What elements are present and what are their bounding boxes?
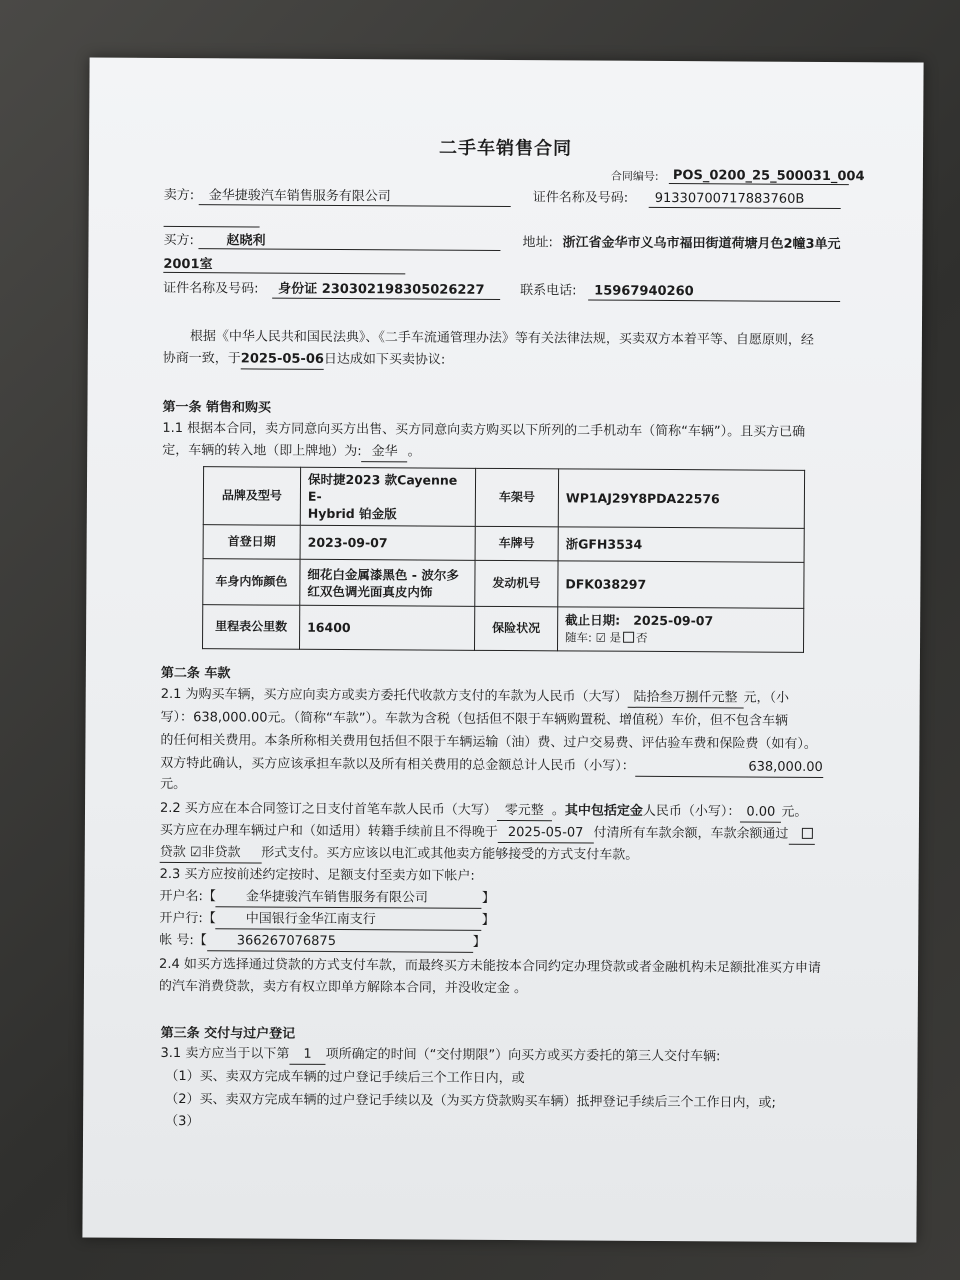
account-number: 366267076875 — [207, 932, 473, 953]
seller-id-label: 证件名称及号码: — [532, 190, 629, 206]
brand-value: 保时捷2023 款Cayenne E- Hybrid 铂金版 — [300, 467, 475, 526]
bank-label: 开户行: — [159, 910, 203, 927]
art2-p1-d: 。（简称“车款”）。车款为含税（包括但不限于车辆购置税、增值税）车价，但不包含车辆 — [280, 710, 789, 729]
buyer-name: 赵晓利 — [226, 233, 266, 249]
deposit-amount: 0.00 — [740, 803, 781, 822]
article1-title: 第一条 销售和购买 — [162, 399, 272, 416]
loan-option: 贷款 — [159, 844, 186, 861]
art3-option3: （3） — [165, 1113, 200, 1130]
article3-title: 第三条 交付与过户登记 — [160, 1025, 296, 1042]
seller-label: 卖方: — [163, 187, 195, 204]
down-payment-chinese: 零元整 — [497, 802, 552, 821]
seller-name: 金华捷骏汽车销售服务有限公司 — [208, 188, 391, 205]
art2-p1-f: 双方特此确认，买方应该承担车款以及所有相关费用的总金额总计人民币（小写）： — [160, 755, 635, 774]
buyer-phone-value: 15967940260 — [594, 283, 694, 300]
art2-p1-e: 的任何相关费用。本条所称相关费用包括但不限于车辆运输（油）费、过户交易费、评估验车费和保险费（如有）。 — [160, 732, 817, 752]
art2-p4-line2: 的汽车消费贷款，卖方有权立即单方解除本合同，并没收定金 。 — [158, 978, 528, 997]
buyer-label: 买方: — [163, 232, 194, 249]
price-number: 638,000.00元 — [193, 710, 281, 726]
transfer-place: 金华 — [362, 443, 408, 462]
account-name-label: 开户名: — [159, 888, 203, 905]
insurance-label: 保险状况 — [474, 606, 557, 651]
preamble-post: 日达成如下买卖协议: — [323, 351, 446, 368]
preamble-line1: 根据《中华人民共和国民法典》、《二手车流通管理办法》等有关法律法规，买卖双方本着平等、自愿原则，经 — [189, 329, 814, 348]
payment-deadline: 2025-05-07 — [498, 824, 594, 844]
art1-p1-line1: 1.1 根据本合同，卖方同意向买方出售、买方同意向卖方购买以下所列的二手机动车（简称“车辆”）。且买方已确 — [162, 420, 806, 440]
art2-p1-g: 元。 — [160, 776, 187, 793]
insurance-value: 截止日期: 2025-09-07 随车: ☑ 是 否 — [557, 607, 803, 653]
art3-option1: （1）买、卖双方完成车辆的过户登记手续后三个工作日内，或 — [165, 1068, 525, 1087]
contract-no-label: 合同编号: — [610, 169, 659, 183]
engine-value: DFK038297 — [558, 561, 804, 609]
deposit-label: 其中包括定金 — [564, 803, 643, 819]
plate-label: 车牌号 — [475, 526, 558, 561]
buyer-id-label: 证件名称及号码: — [163, 280, 259, 297]
plate-value: 浙GFH3534 — [558, 527, 804, 563]
preamble-date: 2025-05-06 — [241, 350, 324, 370]
art3-p1-b: 项所确定的时间（“交付期限”）向买方或买方委托的第三人交付车辆: — [325, 1046, 721, 1065]
vin-value: WP1AJ29Y8PDA22576 — [558, 469, 804, 529]
buyer-phone-label: 联系电话: — [520, 283, 577, 299]
vehicle-table — [202, 466, 805, 653]
unchecked-box-icon — [801, 828, 812, 839]
mileage-value: 16400 — [300, 605, 475, 650]
art1-p1-post: 。 — [407, 444, 421, 460]
seller-id-value: 91330700717883760B — [654, 190, 805, 207]
contract-page: 二手车销售合同 合同编号: POS_0200_25_500031_004 卖方: 金华捷骏汽车销售服务有限公司 证件名称及号码: 91330700717883760B 买方: 赵晓利 地址: 浙江省金华市义乌市福田街道荷塘月色2幢3单元 2001室 证件名称及号码: 身份证 230302198305026227 联系电话: 15967940260 根据《中华人民共和国民法典》、《二手车流通管理办法》等有关法律法规，买卖双方本着平等、自愿原则，经 协商一致，于2025-05-06日达成如下买卖协议: 第一条 销售和购买 1.1 根据本合同，卖方同意向买方出售、买方同意向卖方购买以下所列的二手机动车（简称“车辆”）。且买方已确 定，车辆的转入地（即上牌地）为: 金华 。 品牌及型号 保时捷2023 款Cayenne E- Hybrid 铂金版 车架号 WP1AJ29Y8PDA22576 首登日期 2023-09-07 车牌号 浙GFH3534 车身内饰颜色 细花白金属漆黑色 - 波尔多 红双色调光面真皮内饰 发动机号 DFK038297 里程表公里数 16400 保险状况 截止日期: 2025-09-07 随车: ☑ 是 否 第二条 车款 2.1 为购买车辆，买方应向卖方或卖方委托代收款方支付的车款为人民币（大写） 陆拾叁万捌仟元整 元，（小 写）：638,000.00元。（简称“车款”）。车款为含税（包括但不限于车辆购置税、增值税）车价，但不包含车辆 的任何相关费用。本条所称相关费用包括但不限于车辆运输（油）费、过户交易费、评估验车费和保险费（如有）。 双方特此确认，买方应该承担车款以及所有相关费用的总金额总计人民币（小写）： 638,000.00 元。 2.2 买方应在本合同签订之日支付首笔车款人民币（大写） 零元整 。其中包括定金人民币（小写）： 0.00 元。 买方应在办理车辆过户和（如适用）转籍手续前且不得晚于 2025-05-07 付清所有车款余额，车款余额通过 贷款 ☑非贷款 形式支付。买方应该以电汇或其他卖方能够接受的方式支付车款。 2.3 买方应按前述约定按时、足额支付至卖方如下帐户: 开户名:【 金华捷骏汽车销售服务有限公司 】 开户行:【 中国银行金华江南支行 】 帐 号:【 366267076875 】 2.4 如买方选择通过贷款的方式支付车款，而最终买方未能按本合同约定办理贷款或者金融机构未足额批准买方申请 的汽车消费贷款，卖方有权立即单方解除本合同，并没收定金 。 第三条 交付与过户登记 3.1 卖方应当于以下第 1 项所确定的时间（“交付期限”）向买方或买方委托的第三人交付车辆: （1）买、卖双方完成车辆的过户登记手续后三个工作日内，或 （2）买、卖双方完成车辆的过户登记手续以及（为买方贷款购买车辆）抵押登记手续后三个工作日内，或; （3） — [82, 57, 923, 1242]
first-reg-value: 2023-09-07 — [300, 525, 475, 560]
brand-label: 品牌及型号 — [203, 467, 300, 526]
document-title: 二手车销售合同 — [439, 137, 573, 160]
art2-p2-h: 形式支付。买方应该以电汇或其他卖方能够接受的方式支付车款。 — [261, 845, 639, 863]
art2-p1-c: 写）： — [160, 709, 194, 726]
color-value: 细花白金属漆黑色 - 波尔多 红双色调光面真皮内饰 — [300, 559, 475, 606]
buyer-address-line1: 浙江省金华市义乌市福田街道荷塘月色2幢3单元 — [562, 235, 841, 253]
first-reg-label: 首登日期 — [203, 525, 300, 560]
art2-p2-b: 。 — [551, 803, 565, 819]
checked-box-icon: ☑ — [595, 630, 606, 645]
price-chinese: 陆拾叁万捌仟元整 — [627, 689, 743, 709]
art3-option2: （2）买、卖双方完成车辆的过户登记手续以及（为买方贷款购买车辆）抵押登记手续后三个工作日内，或; — [165, 1091, 776, 1111]
art2-p2-e: 买方应在办理车辆过户和（如适用）转籍手续前且不得晚于 — [159, 822, 498, 840]
art2-p4-line1: 2.4 如买方选择通过贷款的方式支付车款，而最终买方未能按本合同约定办理贷款或者金融机构未足额批准买方申请 — [159, 956, 821, 976]
delivery-item: 1 — [289, 1046, 325, 1065]
account-no-label: 帐 号: — [159, 932, 194, 949]
bank-name: 中国银行金华江南支行 — [216, 910, 482, 931]
checked-box-icon: ☑ — [189, 845, 202, 861]
art1-p1-pre: 定，车辆的转入地（即上牌地）为: — [162, 442, 362, 460]
art3-p1-a: 3.1 卖方应当于以下第 — [160, 1045, 290, 1062]
art2-p2-a: 2.2 买方应在本合同签订之日支付首笔车款人民币（大写） — [159, 800, 497, 818]
buyer-address-label: 地址: — [522, 235, 553, 251]
art2-p1-a: 2.1 为购买车辆，买方应向卖方或卖方委托代收款方支付的车款为人民币（大写） — [160, 686, 628, 705]
preamble-pre: 协商一致，于 — [162, 350, 241, 367]
art2-p3: 2.3 买方应按前述约定按时、足额支付至卖方如下帐户: — [159, 866, 475, 884]
unchecked-box-icon — [623, 632, 634, 643]
buyer-id-value: 身份证 230302198305026227 — [278, 281, 485, 298]
art2-p2-c: 人民币（小写）： — [642, 803, 741, 820]
contract-no-value: POS_0200_25_500031_004 — [672, 168, 865, 185]
mileage-label: 里程表公里数 — [203, 605, 300, 650]
engine-label: 发动机号 — [475, 560, 558, 607]
buyer-address-line2: 2001室 — [163, 256, 213, 273]
art2-p1-b: 元，（小 — [743, 690, 790, 706]
non-loan-option: 非贷款 — [201, 845, 241, 861]
total-amount: 638,000.00 — [635, 758, 823, 778]
art2-p2-d: 元。 — [781, 804, 808, 820]
article2-title: 第二条 车款 — [160, 665, 231, 682]
vin-label: 车架号 — [475, 468, 558, 527]
account-name: 金华捷骏汽车销售服务有限公司 — [216, 888, 482, 909]
color-label: 车身内饰颜色 — [203, 559, 300, 606]
art2-p2-f: 付清所有车款余额，车款余额通过 — [593, 825, 789, 842]
